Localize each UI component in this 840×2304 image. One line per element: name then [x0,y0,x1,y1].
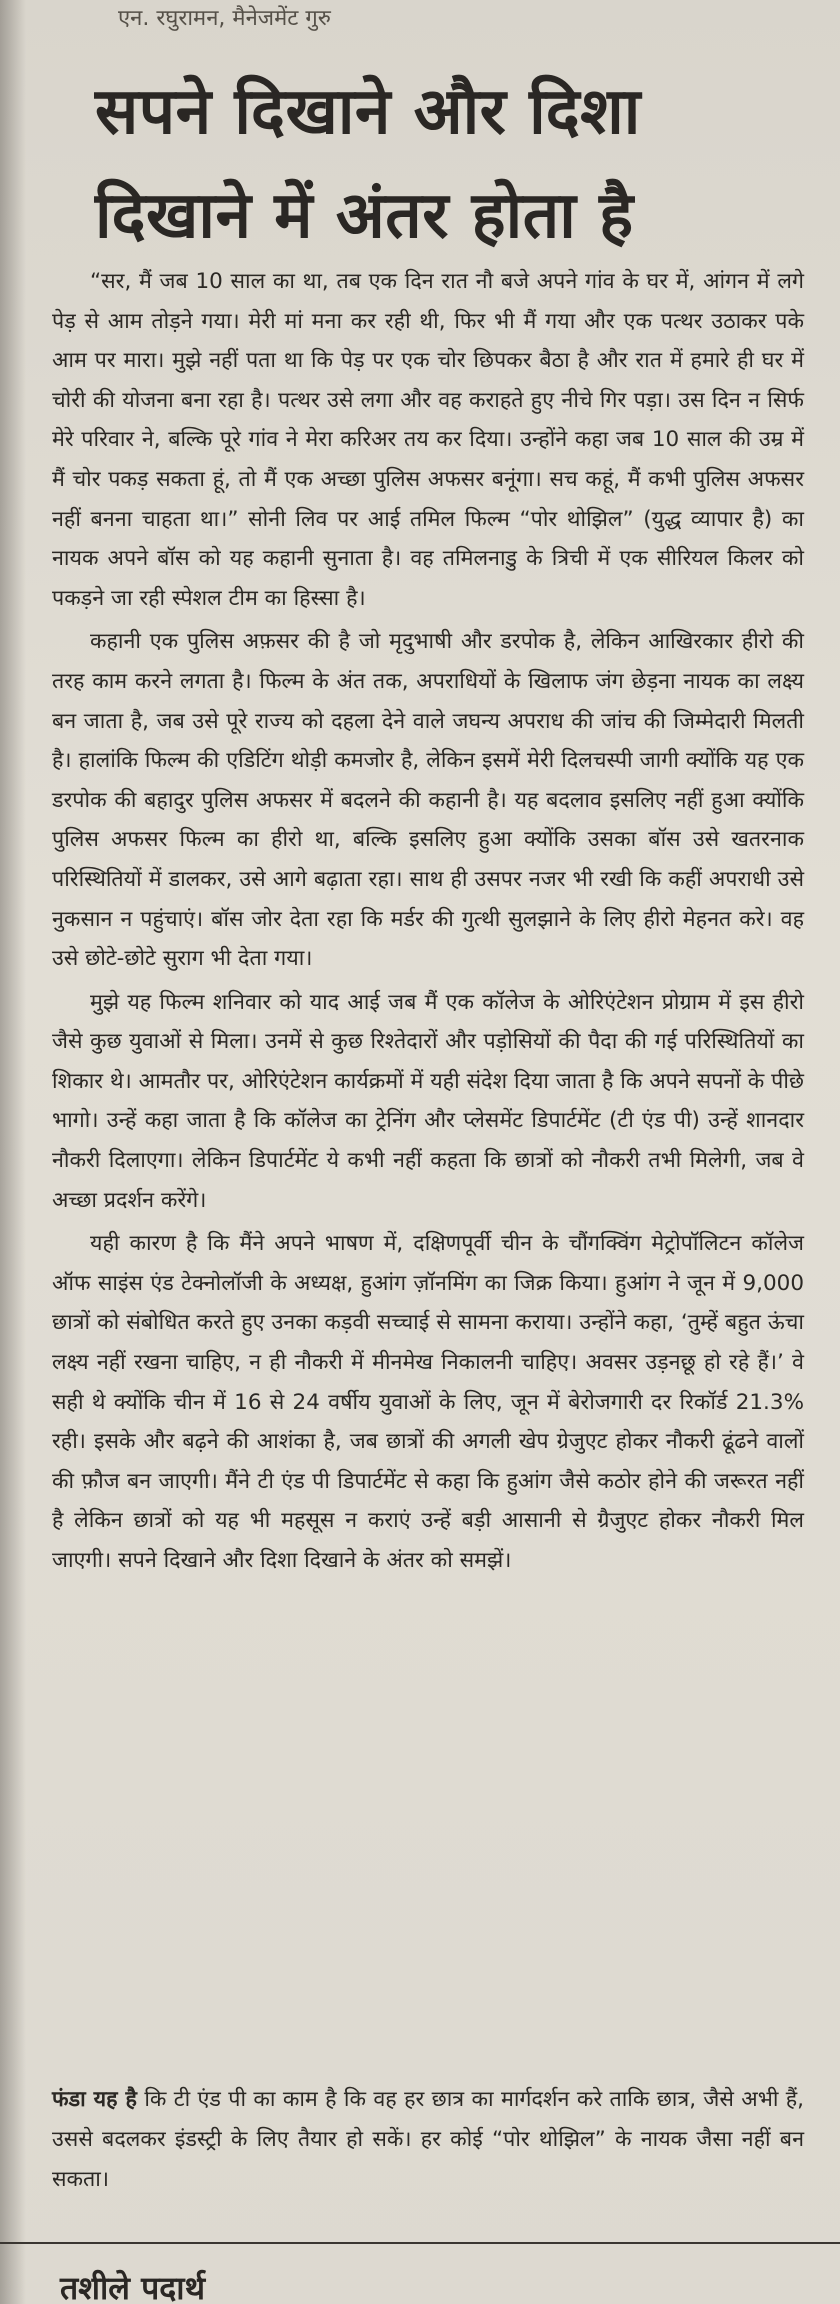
paragraph-4: यही कारण है कि मैंने अपने भाषण में, दक्षिणपूर्वी चीन के चौंगक्विंग मेट्रोपॉलिटन कॉलेज ऑफ साइंस एंड टेक्नोलॉजी के अध्यक्ष, हुआंग ज़ॉनमिंग का जिक्र किया। हुआंग ने जून में 9,000 छात्रों को संबोधित करते हुए उनका कड़वी सच्चाई से सामना कराया। उन्होंने कहा, ‘तुम्हें बहुत ऊंचा लक्ष्य नहीं रखना चाहिए, न ही नौकरी में मीनमेख निकालनी चाहिए। अवसर उड़नछू हो रहे हैं।’ वे सही थे क्योंकि चीन में 16 से 24 वर्षीय युवाओं के लिए, जून में बेरोजगारी दर रिकॉर्ड 21.3% रही। इसके और बढ़ने की आशंका है, जब छात्रों की अगली खेप ग्रेजुएट होकर नौकरी ढूंढने वालों की फ़ौज बन जाएगी। मैंने टी एंड पी डिपार्टमेंट से कहा कि हुआंग जैसे कठोर होने की जरूरत नहीं है लेकिन छात्रों को यह भी महसूस न कराएं उन्हें बड़ी आसानी से ग्रैजुएट होकर नौकरी मिल जाएगी। सपने दिखाने और दिशा दिखाने के अंतर को समझें। [52,1231,804,1573]
column-divider-rule [0,2242,840,2244]
funda-conclusion [52,2080,804,2200]
headline-line-1: सपने दिखाने और दिशा [95,75,641,149]
funda-lead: फंडा यह है [52,2087,137,2112]
paragraph-3: मुझे यह फिल्म शनिवार को याद आई जब मैं एक कॉलेज के ओरिएंटेशन प्रोग्राम में इस हीरो जैसे कुछ युवाओं से मिला। उनमें से कुछ रिश्तेदारों और पड़ोसियों की पैदा की गई परिस्थितियों का शिकार थे। आमतौर पर, ओरिएंटेशन कार्यक्रमों में यही संदेश दिया जाता है कि अपने सपनों के पीछे भागो। उन्हें कहा जाता है कि कॉलेज का ट्रेनिंग और प्लेसमेंट डिपार्टमेंट (टी एंड पी) उन्हें शानदार नौकरी दिलाएगा। लेकिन डिपार्टमेंट ये कभी नहीं कहता कि छात्रों को नौकरी तभी मिलेगी, जब वे अच्छा प्रदर्शन करेंगे। [52,989,804,1213]
article-body [52,262,804,1585]
page-edge-shadow [0,0,26,2304]
headline [95,60,815,268]
paragraph-1: “सर, मैं जब 10 साल का था, तब एक दिन रात नौ बजे अपने गांव के घर में, आंगन में लगे पेड़ से आम तोड़ने गया। मेरी मां मना कर रही थी, फिर भी मैं गया और एक पत्थर उठाकर पके आम पर मारा। मुझे नहीं पता था कि पेड़ पर एक चोर छिपकर बैठा है और रात में हमारे ही घर में चोरी की योजना बना रहा है। पत्थर उसे लगा और वह कराहते हुए नीचे गिर पड़ा। उस दिन न सिर्फ मेरे परिवार ने, बल्कि पूरे गांव ने मेरा करिअर तय कर दिया। उन्होंने कहा जब 10 साल की उम्र में मैं चोर पकड़ सकता हूं, तो मैं एक अच्छा पुलिस अफसर बनूंगा। सच कहूं, मैं कभी पुलिस अफसर नहीं बनना चाहता था।” सोनी लिव पर आई तमिल फिल्म “पोर थोझिल” (युद्ध व्यापार है) का नायक अपने बॉस को यह कहानी सुनाता है। वह तमिलनाडु के त्रिची में एक सीरियल किलर को पकड़ने जा रही स्पेशल टीम का हिस्सा है। [52,269,804,611]
funda-text: कि टी एंड पी का काम है कि वह हर छात्र का मार्गदर्शन करे ताकि छात्र, जैसे अभी हैं, उससे बदलकर इंडस्ट्री के लिए तैयार हो सकें। हर कोई “पोर थोझिल” के नायक जैसा नहीं बन सकता। [52,2087,804,2192]
byline: एन. रघुरामन, मैनेजमेंट गुरु [118,6,331,31]
headline-line-2: दिखाने में अंतर होता है [95,179,634,253]
paragraph-2: कहानी एक पुलिस अफ़सर की है जो मृदुभाषी और डरपोक है, लेकिन आखिरकार हीरो की तरह काम करने लगता है। फिल्म के अंत तक, अपराधियों के खिलाफ जंग छेड़ना नायक का लक्ष्य बन जाता है, जब उसे पूरे राज्य को दहला देने वाले जघन्य अपराध की जांच की जिम्मेदारी मिलती है। हालांकि फिल्म की एडिटिंग थोड़ी कमजोर है, लेकिन इसमें मेरी दिलचस्पी जागी क्योंकि यह एक डरपोक की बहादुर पुलिस अफसर में बदलने की कहानी है। यह बदलाव इसलिए नहीं हुआ क्योंकि पुलिस अफसर फिल्म का हीरो था, बल्कि इसलिए हुआ क्योंकि उसका बॉस उसे खतरनाक परिस्थितियों में डालकर, उसे आगे बढ़ाता रहा। साथ ही उसपर नजर भी रखी कि कहीं अपराधी उसे नुकसान न पहुंचाएं। बॉस जोर देता रहा कि मर्डर की गुत्थी सुलझाने के लिए हीरो मेहनत करे। वह उसे छोटे-छोटे सुराग भी देता गया। [52,629,804,972]
next-article-headline: तशीले पदार्थ [60,2269,206,2304]
